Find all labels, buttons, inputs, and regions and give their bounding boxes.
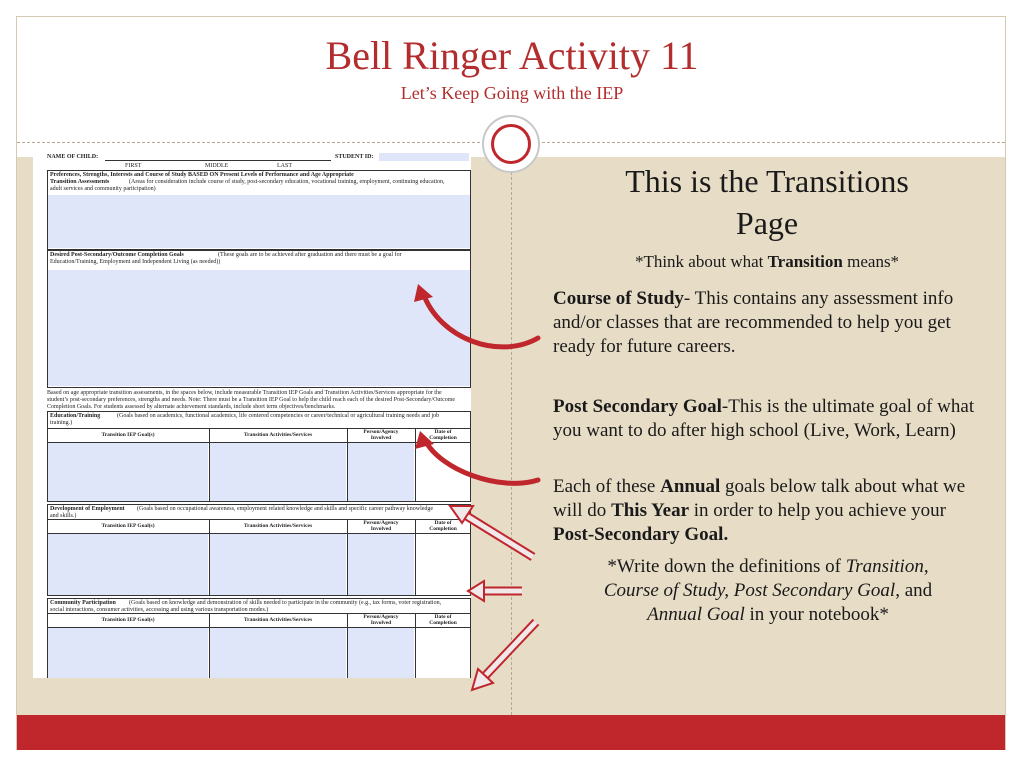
form-comm-desc2: social interactions, consumer activities, accessing and using various transportation modes.) <box>50 607 269 613</box>
form-last-label: LAST <box>277 163 292 169</box>
form-name-label: NAME OF CHILD: <box>47 154 99 160</box>
form-desired-desc: (These goals are to be achieved after graduation and there must be a goal for <box>218 252 402 258</box>
form-student-id-label: STUDENT ID: <box>335 154 374 160</box>
form-first-label: FIRST <box>125 163 142 169</box>
form-emp-col-person2: Involved <box>370 526 392 532</box>
form-edu-col-goal: Transition IEP Goal(s) <box>101 432 155 438</box>
post-secondary-goal-term: Post Secondary Goal <box>553 396 722 417</box>
form-comm-heading: Community Participation <box>50 600 116 606</box>
form-edu-col-person: Person/Agency <box>363 429 399 435</box>
form-comm-col-person2: Involved <box>370 620 392 626</box>
post-secondary-goal-definition: Post Secondary Goal-This is the ultimate goal of what you want to do after high school (Live, Work, Learn) <box>553 396 975 441</box>
think-note: *Think about what Transition means* <box>634 252 900 271</box>
form-emp-col-goal: Transition IEP Goal(s) <box>101 523 155 529</box>
form-comm-col-activities: Transition Activities/Services <box>243 617 313 623</box>
slide-title: Bell Ringer Activity 11 <box>325 33 699 78</box>
form-based-line3: Completion Goals. For students assessed by alternate achievement standards, include short term objectives/benchmarks. <box>47 404 336 410</box>
form-comm-col-goal: Transition IEP Goal(s) <box>101 617 155 623</box>
form-emp-col-person: Person/Agency <box>363 520 399 526</box>
arrow-education-icon <box>450 506 533 557</box>
form-emp-col-date2: Completion <box>429 526 457 532</box>
form-based-line2: student’s post-secondary preferences, strengths and needs. Note: There must be a Transition IEP Goal to help the child reach each of the desired Post-Secondary/Outcome <box>47 397 456 403</box>
transitions-title-line1: This is the Transitions <box>625 163 909 199</box>
arrow-community-icon <box>472 622 536 690</box>
form-edu-col-date: Date of <box>434 429 452 435</box>
form-middle-label: MIDDLE <box>205 163 229 169</box>
form-pref-heading: Preferences, Strengths, Interests and Course of Study BASED ON Present Levels of Performance and Age Appropriate <box>50 172 354 178</box>
form-edu-desc2: training.) <box>50 420 73 426</box>
slide-subtitle: Let’s Keep Going with the IEP <box>400 83 624 103</box>
form-emp-desc: (Goals based on occupational awareness, employment related knowledge and skills and specific career pathway knowledge <box>137 506 434 512</box>
form-edu-col-activities: Transition Activities/Services <box>243 432 313 438</box>
form-pref-heading2: Transition Assessments <box>50 179 110 185</box>
form-emp-desc2: and skills.) <box>50 513 77 519</box>
form-pref-desc2: adult services and community participation) <box>50 186 156 192</box>
form-edu-col-person2: Involved <box>370 435 392 441</box>
form-comm-col-date: Date of <box>434 614 452 620</box>
form-desired-desc2: Education/Training, Employment and Independent Living (as needed)) <box>50 259 221 265</box>
form-edu-heading: Education/Training <box>50 413 101 419</box>
form-emp-heading: Development of Employment <box>50 506 125 512</box>
notebook-instruction: *Write down the definitions of Transition, Course of Study, Post Secondary Goal, and Annual Goal in your notebook* <box>603 556 933 625</box>
form-pref-desc: (Areas for consideration include course of study, post-secondary education, vocational training, employment, continuing education, <box>129 179 445 185</box>
form-based-line1: Based on age appropriate transition assessments, in the spaces below, include measurable Transition IEP Goals and Transition Activities/Services appropriate for the <box>47 390 442 396</box>
annual-goal-explanation: Each of these Annual goals below talk about what we will do This Year in order to help you achieve your Post-Secondary Goal. <box>553 476 966 545</box>
form-emp-col-date: Date of <box>434 520 452 526</box>
arrow-employment-icon <box>468 581 522 601</box>
arrow-course-of-study-icon <box>414 284 538 347</box>
transitions-title-line2: Page <box>735 205 799 241</box>
form-edu-col-date2: Completion <box>429 435 457 441</box>
arrow-post-secondary-goal-icon <box>415 431 538 483</box>
form-emp-col-activities: Transition Activities/Services <box>243 523 313 529</box>
form-desired-heading: Desired Post-Secondary/Outcome Completion Goals <box>50 252 184 258</box>
form-comm-col-person: Person/Agency <box>363 614 399 620</box>
form-edu-desc: (Goals based on academics, functional academics, life centered competencies or career/technical or agricultural training needs and job <box>117 413 440 419</box>
course-of-study-term: Course of Study <box>553 288 684 309</box>
course-of-study-definition: Course of Study- This contains any assessment info and/or classes that are recommended to help you get ready for future careers. <box>553 288 954 357</box>
form-comm-col-date2: Completion <box>429 620 457 626</box>
form-comm-desc: (Goals based on knowledge and demonstration of skills needed to participate in the community (e.g., tax forms, voter registration, <box>129 600 442 606</box>
